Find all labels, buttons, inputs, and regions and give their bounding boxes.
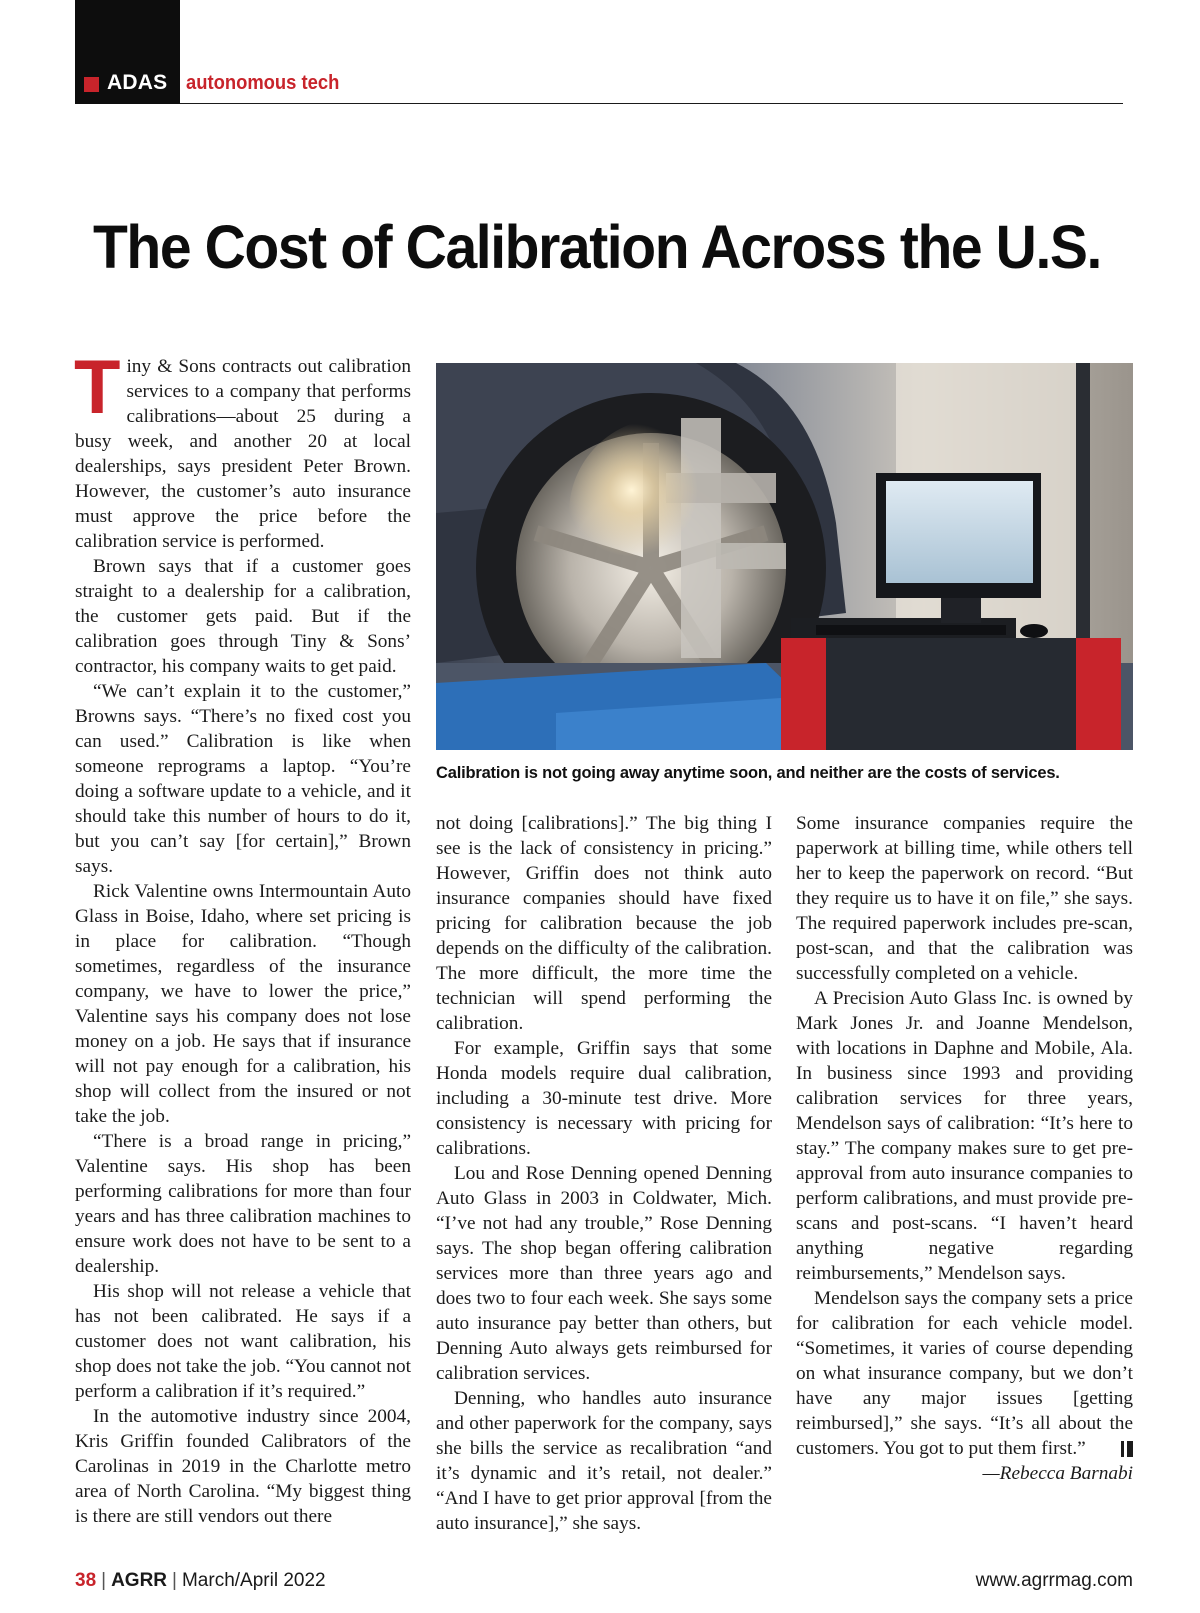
footer-folio — [75, 1570, 326, 1592]
paragraph: Mendelson says the company sets a price for calibration for each vehicle model. “Sometimes, it varies of course depending on what insurance company, but we don’t have any major issues [getting reimbursed],” she says. “It’s all about the customers. You got to put them first.” — [796, 1288, 1133, 1459]
article-column-2 — [436, 811, 772, 1536]
website-url: www.agrrmag.com — [975, 1570, 1133, 1591]
article-column-1 — [74, 345, 411, 1529]
section-subtitle: autonomous tech — [186, 72, 340, 94]
section-label: ADAS — [107, 71, 168, 94]
article-headline: The Cost of Calibration Across the U.S. — [93, 213, 1101, 281]
magazine-name: AGRR — [111, 1570, 168, 1591]
section-marker-icon — [84, 77, 99, 92]
folio-separator: | — [172, 1570, 177, 1591]
issue-date: March/April 2022 — [181, 1570, 326, 1591]
paragraph: Lou and Rose Denning opened Denning Auto Glass in 2003 in Coldwater, Mich. “I’ve not had any trouble,” Rose Denning says. The shop began offering calibration services more than three years ago and does two to four each week. She says some auto insurance pay better than others, but Denning Auto always gets reimbursed for calibration services. — [436, 1163, 772, 1384]
paragraph: “We can’t explain it to the customer,” Browns says. “There’s no fixed cost you can used.” Calibration is like when someone reprograms a laptop. “You’re doing a software update to a vehicle, and it should take this number of hours to do it, but you can’t say [for certain],” Brown says. — [75, 681, 411, 877]
paragraph: Rick Valentine owns Intermountain Auto Glass in Boise, Idaho, where set pricing is in place for calibration. “Though sometimes, regardless of the insurance company, we have to lower the price,” Valentine says his company does not lose money on a job. He says that if insurance will not pay enough for a calibration, his shop will collect from the insured or not take the job. — [75, 881, 411, 1127]
paragraph: “There is a broad range in pricing,” Valentine says. His shop has been performing calibrations for more than four years and has three calibration machines to ensure work does not have to be sent to a dealership. — [75, 1131, 411, 1277]
end-mark-icon — [1121, 1441, 1133, 1457]
header-divider — [180, 103, 1123, 104]
wheel-alignment-photo — [436, 363, 1133, 750]
paragraph: Brown says that if a customer goes straight to a dealership for a calibration, the customer gets paid. But if the calibration goes through Tiny & Sons’ contractor, his company waits to get paid. — [75, 556, 411, 677]
paragraph: In the automotive industry since 2004, Kris Griffin founded Calibrators of the Carolinas in 2019 in the Charlotte metro area of North Carolina. “My biggest thing is there are still vendors out there — [75, 1406, 411, 1527]
paragraph: A Precision Auto Glass Inc. is owned by Mark Jones Jr. and Joanne Mendelson, with locations in Daphne and Mobile, Ala. In business since 1993 and providing calibration services for three years, Mendelson says of calibration: “It’s here to stay.” The company makes sure to get pre-approval from auto insurance companies to perform calibrations, and must provide pre-scans and post-scans. “I haven’t heard anything negative regarding reimbursements,” Mendelson says. — [796, 988, 1133, 1284]
paragraph: Some insurance companies require the paperwork at billing time, while others tell her to keep the paperwork on record. “But they require us to have it on file,” she says. The required paperwork includes pre-scan, post-scan, and that the calibration was successfully completed on a vehicle. — [796, 813, 1133, 984]
page-number: 38 — [75, 1570, 97, 1591]
byline: —Rebecca Barnabi — [982, 1463, 1133, 1484]
paragraph: Tiny & Sons contracts out calibration services to a company that performs calibrations—about 25 during a busy week, and another 20 at local dealerships, says president Peter Brown. However, the customer’s auto insurance must approve the price before the calibration service is performed. — [74, 345, 411, 552]
article-column-3 — [796, 811, 1133, 1486]
paragraph: not doing [calibrations].” The big thing I see is the lack of consistency in pricing.” However, Griffin does not think auto insurance companies should have fixed pricing for calibration because the job depends on the difficulty of the calibration. The more difficult, the more time the technician will spend performing the calibration. — [436, 813, 772, 1034]
photo-caption: Calibration is not going away anytime soon, and neither are the costs of services. — [436, 763, 1060, 782]
paragraph: His shop will not release a vehicle that has not been calibrated. He says if a customer does not want calibration, his shop does not take the job. “You cannot not perform a calibration if it’s required.” — [75, 1281, 411, 1402]
folio-separator: | — [101, 1570, 107, 1591]
paragraph: For example, Griffin says that some Honda models require dual calibration, including a 30-minute test drive. More consistency is necessary with pricing for calibrations. — [436, 1038, 772, 1159]
drop-cap: T — [74, 345, 121, 430]
paragraph: Denning, who handles auto insurance and other paperwork for the company, says she bills the service as recalibration “and it’s dynamic and it’s retail, not dealer.” “And I have to get prior approval [from the auto insurance],” she says. — [436, 1388, 772, 1534]
